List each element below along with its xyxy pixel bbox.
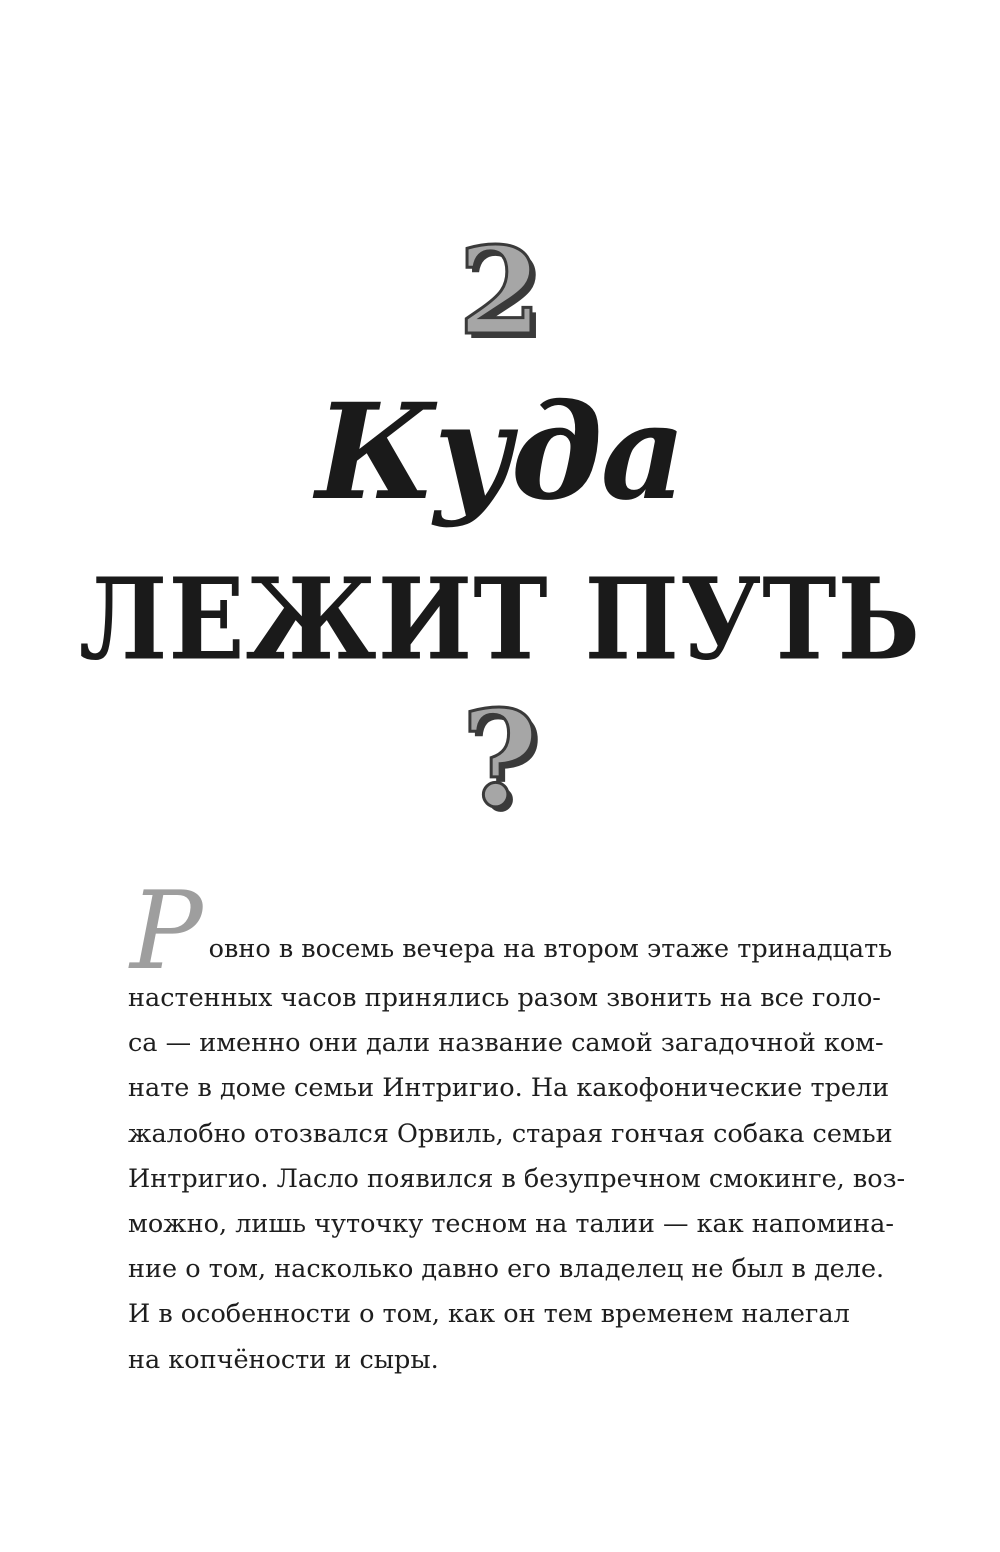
chapter-title-question-mark: ? xyxy=(461,682,539,837)
paragraph-line: ние о том, насколько давно его владелец не был в деле. xyxy=(128,1254,885,1285)
paragraph-line: нате в доме семьи Интригио. На какофонические трели xyxy=(128,1073,890,1104)
paragraph-line: на копчёности и сыры. xyxy=(128,1344,439,1375)
paragraph-line: овно в восемь вечера на втором этаже тринадцать xyxy=(208,934,893,964)
chapter-title-script: Куда xyxy=(315,375,685,530)
paragraph-line: И в особенности о том, как он тем временем налегал xyxy=(128,1299,850,1330)
paragraph-line: са — именно они дали название самой загадочной ком- xyxy=(128,1028,884,1059)
paragraph-line: настенных часов принялись разом звонить на все голо- xyxy=(128,983,881,1013)
paragraph-line: жалобно отозвался Орвиль, старая гончая собака семьи xyxy=(128,1118,893,1149)
paragraph-line: можно, лишь чуточку тесном на талии — как напомина- xyxy=(128,1209,894,1240)
drop-cap: Р xyxy=(130,869,203,994)
chapter-title-main: ЛЕЖИТ ПУТЬ xyxy=(78,553,922,686)
chapter-number: 2 xyxy=(458,221,542,362)
chapter-paragraph xyxy=(128,869,906,1383)
paragraph-line: Интригио. Ласло появился в безупречном смокинге, воз- xyxy=(128,1163,906,1194)
